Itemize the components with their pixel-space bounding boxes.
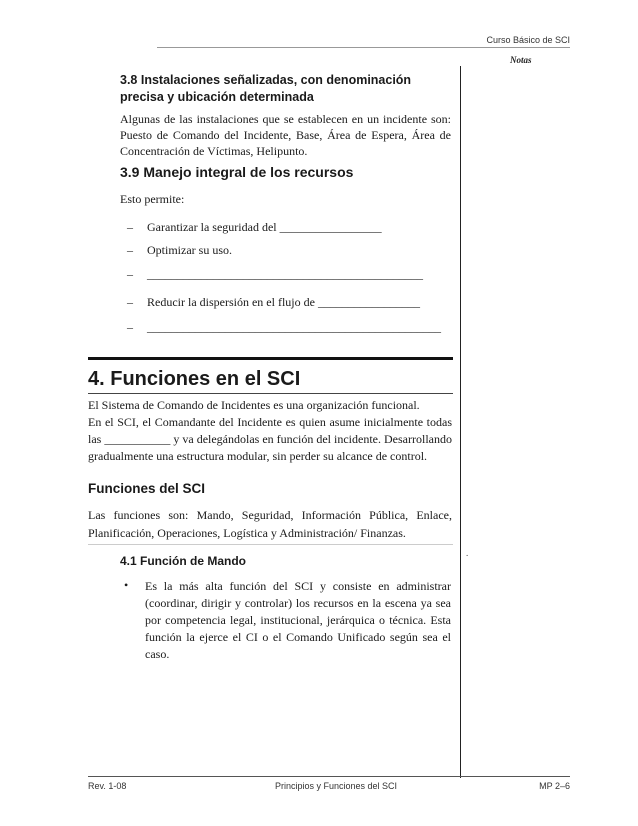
list-item-text: _________________________________________________ [147, 320, 441, 334]
list-item-text: ______________________________________________ [147, 267, 423, 281]
section-4-paragraph [88, 397, 452, 465]
margin-mark: . [466, 548, 469, 558]
notes-column-divider [460, 66, 461, 778]
list-item-text: Garantizar la seguridad del _________________ [147, 220, 382, 234]
funciones-separator [88, 544, 453, 545]
footer-revision: Rev. 1-08 [88, 781, 127, 791]
bullet-marker: • [124, 578, 129, 592]
list-item [127, 295, 420, 309]
list-item-text: Reducir la dispersión en el flujo de _________________ [147, 295, 420, 309]
section-4-heading: 4. Funciones en el SCI [88, 368, 301, 390]
list-item-text: Optimizar su uso. [147, 243, 232, 257]
footer-page-number: MP 2–6 [539, 781, 570, 791]
dash-marker: – [127, 243, 133, 257]
header-course-title: Curso Básico de SCI [486, 35, 570, 45]
list-item [127, 220, 382, 234]
footer-rule [88, 776, 570, 777]
funciones-paragraph: Las funciones son: Mando, Seguridad, Información Pública, Enlace, Planificación, Operaciones, Logística y Administración/ Finanzas. [88, 508, 452, 540]
section-4-top-rule [88, 357, 453, 360]
section-4-1-paragraph: Es la más alta función del SCI y consiste en administrar (coordinar, dirigir y controlar) los recursos en la escena ya sea por competencia legal, institucional, jerárquica o técnica. Esta función la ejerce el CI o el Comando Unificado según sea el caso. [145, 579, 451, 661]
section-3-9-heading: 3.9 Manejo integral de los recursos [120, 164, 354, 180]
dash-marker: – [127, 295, 133, 309]
section-4-bottom-rule [88, 393, 453, 394]
funciones-heading: Funciones del SCI [88, 481, 206, 496]
notes-column-label: Notas [510, 55, 532, 65]
section-3-8-heading: 3.8 Instalaciones señalizadas, con denominación precisa y ubicación determinada [120, 73, 412, 104]
section-4-line-1: El Sistema de Comando de Incidentes es una organización funcional. [88, 398, 420, 412]
section-4-1-heading: 4.1 Función de Mando [120, 554, 247, 568]
dash-marker: – [127, 220, 133, 234]
dash-marker: – [127, 267, 133, 281]
list-item [127, 320, 441, 334]
section-3-9-intro: Esto permite: [120, 192, 185, 206]
section-3-8-paragraph: Algunas de las instalaciones que se establecen en un incidente son: Puesto de Comando del Incidente, Base, Área de Espera, Área de Concentración de Víctimas, Helipunto. [120, 112, 451, 158]
list-item [127, 267, 423, 281]
section-4-line-2: En el SCI, el Comandante del Incidente es quien asume inicialmente todas las ___________ y va delegándolas en función del incidente. Desarrollando gradualmente una estructura modular, sin perder su alcance de control. [88, 415, 452, 463]
dash-marker: – [127, 320, 133, 334]
header-rule [157, 47, 570, 48]
list-item [127, 243, 232, 257]
footer-title: Principios y Funciones del SCI [275, 781, 398, 791]
